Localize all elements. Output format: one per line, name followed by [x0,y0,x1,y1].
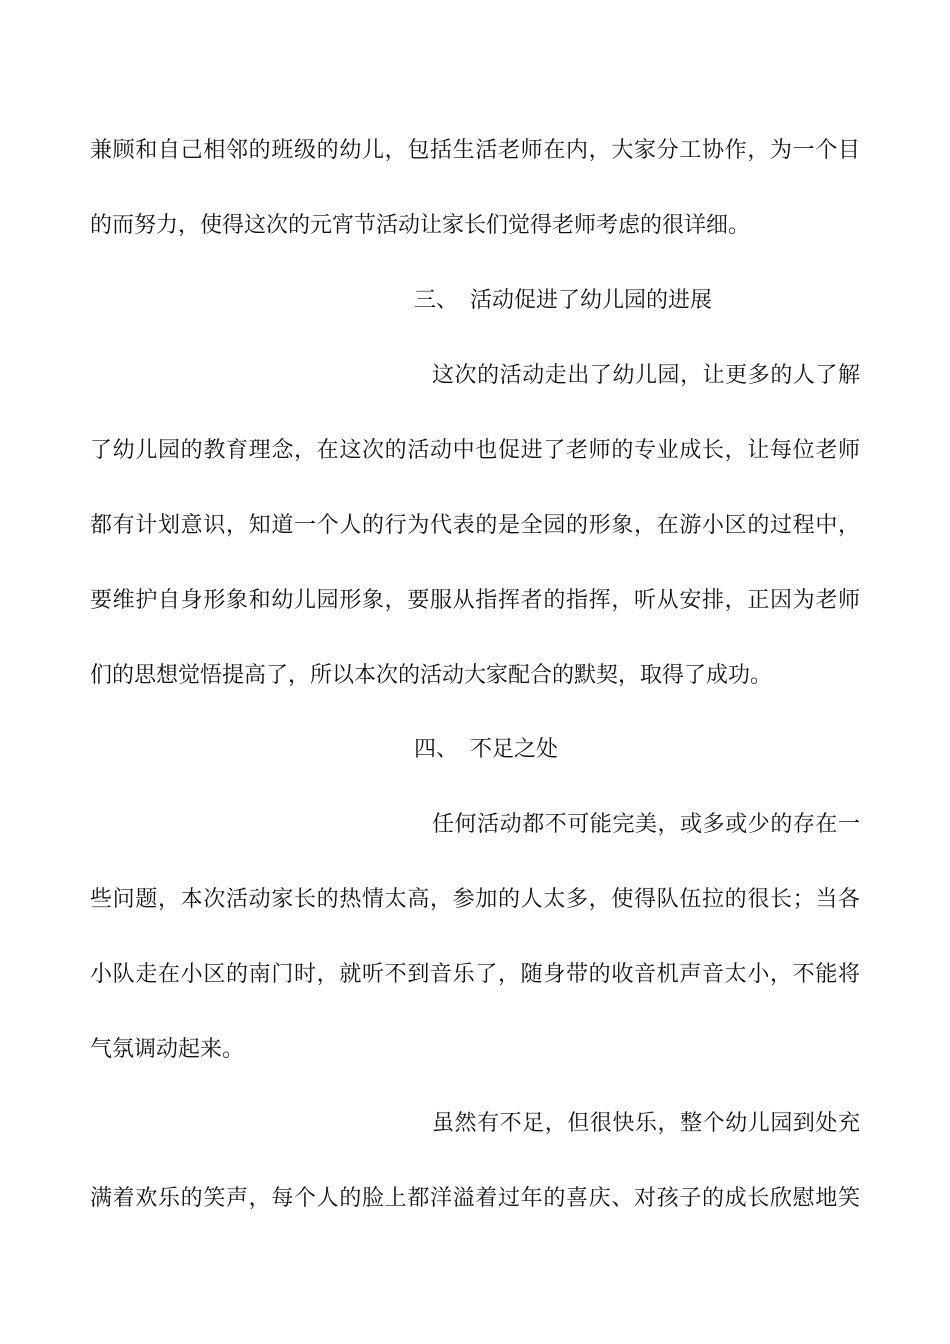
section-heading-4 [414,735,854,765]
paragraph-line: 些问题，本次活动家长的热情太高，参加的人太多，使得队伍拉的很长；当各 [90,887,860,912]
paragraph-line: 兼顾和自己相邻的班级的幼儿，包括生活老师在内，大家分工协作，为一个目 [90,138,860,163]
paragraph-line: 虽然有不足，但很快乐，整个幼儿园到处充 [432,1111,860,1136]
paragraph-line: 要维护自身形象和幼儿园形象，要服从指挥者的指挥，听从安排，正因为老师 [90,588,860,613]
section-heading-3 [414,286,854,316]
section-title: 活动促进了幼儿园的进展 [470,288,713,313]
paragraph-line: 小队走在小区的南门时，就听不到音乐了，随身带的收音机声音太小，不能将 [90,962,860,987]
paragraph-line: 满着欢乐的笑声，每个人的脸上都洋溢着过年的喜庆、对孩子的成长欣慰地笑 [90,1186,860,1211]
section-number: 四、 [414,737,459,762]
paragraph-line: 的而努力，使得这次的元宵节活动让家长们觉得老师考虑的很详细。 [90,213,751,238]
paragraph-line: 任何活动都不可能完美，或多或少的存在一 [432,812,860,837]
paragraph-line: 这次的活动走出了幼儿园，让更多的人了解 [432,363,860,388]
paragraph-line: 气氛调动起来。 [90,1037,245,1062]
section-title: 不足之处 [470,737,559,762]
section-number: 三、 [414,288,459,313]
paragraph-line: 们的思想觉悟提高了，所以本次的活动大家配合的默契，取得了成功。 [90,663,773,688]
paragraph-line: 都有计划意识，知道一个人的行为代表的是全园的形象，在游小区的过程中， [90,513,860,538]
paragraph-line: 了幼儿园的教育理念，在这次的活动中也促进了老师的专业成长，让每位老师 [90,438,860,463]
